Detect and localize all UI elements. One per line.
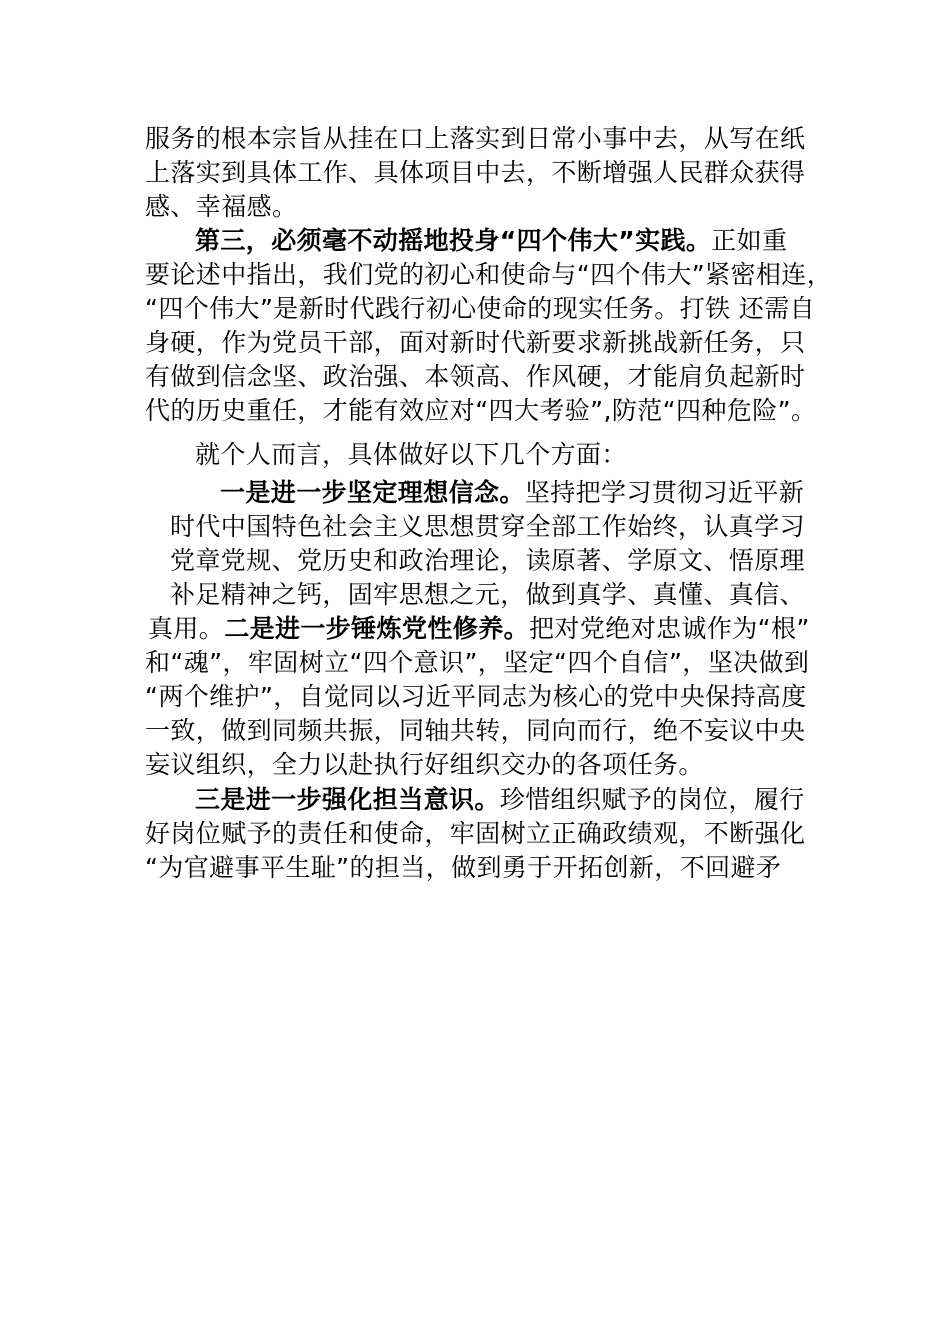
line-18-text: 一致，做到同频共振，同轴共转，同向而行，绝不妄议中央 — [145, 716, 806, 745]
text-line-11 — [220, 476, 804, 510]
text-line-12 — [170, 510, 805, 544]
point-heading-two: 二是进一步锤炼党性修养。 — [224, 614, 530, 643]
point-heading-one: 一是进一步坚定理想信念。 — [220, 478, 525, 507]
line-22-text: “为官避事平生耻”的担当，做到勇于开拓创新，不回避矛 — [145, 853, 782, 882]
line-4-text: 正如重 — [711, 226, 788, 255]
line-15-text-a: 真用。 — [148, 614, 225, 643]
line-11-text: 坚持把学习贯彻习近平新 — [524, 478, 805, 507]
text-line-7 — [145, 326, 805, 360]
line-16-text: 和“魂”，牢固树立“四个意识”，坚定“四个自信”，坚决做到 — [145, 648, 810, 677]
text-line-6 — [145, 292, 815, 326]
text-line-3 — [145, 190, 297, 224]
line-2-text: 上落实到具体工作、具体项目中去，不断增强人民群众获得 — [145, 158, 806, 187]
text-line-13 — [170, 544, 805, 578]
point-heading-three: 三是进一步强化担当意识。 — [195, 785, 500, 814]
text-line-19 — [145, 748, 704, 782]
text-line-4 — [195, 224, 787, 258]
text-line-18 — [145, 714, 805, 748]
text-line-2 — [145, 156, 805, 190]
line-5-text: 要论述中指出，我们党的初心和使命与“四个伟大”紧密相连， — [145, 260, 833, 289]
text-line-14 — [170, 578, 805, 612]
line-13-text: 党章党规、党历史和政治理论，读原著、学原文、悟原理 — [170, 546, 806, 575]
text-line-10 — [195, 438, 627, 472]
line-7-text: 身硬，作为党员干部，面对新时代新要求新挑战新任务，只 — [145, 328, 806, 357]
line-21-text: 好岗位赋予的责任和使命，牢固树立正确政绩观，不断强化 — [145, 819, 806, 848]
line-12-text: 时代中国特色社会主义思想贯穿全部工作始终，认真学习 — [170, 512, 806, 541]
line-17-text: “两个维护”，自觉同以习近平同志为核心的党中央保持高度 — [145, 682, 807, 711]
text-line-20 — [195, 783, 805, 817]
text-line-1 — [145, 122, 805, 156]
line-6-text: “四个伟大”是新时代践行初心使命的现实任务。打铁 还需自 — [145, 294, 816, 323]
line-3-text: 感、幸福感。 — [145, 192, 298, 221]
line-20-text: 珍惜组织赋予的岗位，履行 — [499, 785, 805, 814]
line-10-text: 就个人而言，具体做好以下几个方面： — [195, 440, 627, 469]
text-line-9 — [145, 394, 816, 428]
line-19-text: 妄议组织，全力以赴执行好组织交办的各项任务。 — [145, 750, 704, 779]
text-line-22 — [145, 851, 781, 885]
line-1-text: 服务的根本宗旨从挂在口上落实到日常小事中去，从写在纸 — [145, 124, 806, 153]
text-line-21 — [145, 817, 805, 851]
text-line-5 — [145, 258, 832, 292]
line-15-text-b: 把对党绝对忠诚作为“根” — [529, 614, 810, 643]
line-14-text: 补足精神之钙，固牢思想之元，做到真学、真懂、真信、 — [170, 580, 806, 609]
text-line-15 — [148, 612, 810, 646]
section-heading-third: 第三，必须毫不动摇地投身“四个伟大”实践。 — [195, 226, 712, 255]
text-line-17 — [145, 680, 807, 714]
text-line-8 — [145, 360, 805, 394]
line-8-text: 有做到信念坚、政治强、本领高、作风硬，才能肩负起新时 — [145, 362, 806, 391]
line-9-text: 代的历史重任，才能有效应对“四大考验”,防范“四种危险”。 — [145, 396, 817, 425]
text-line-16 — [145, 646, 809, 680]
